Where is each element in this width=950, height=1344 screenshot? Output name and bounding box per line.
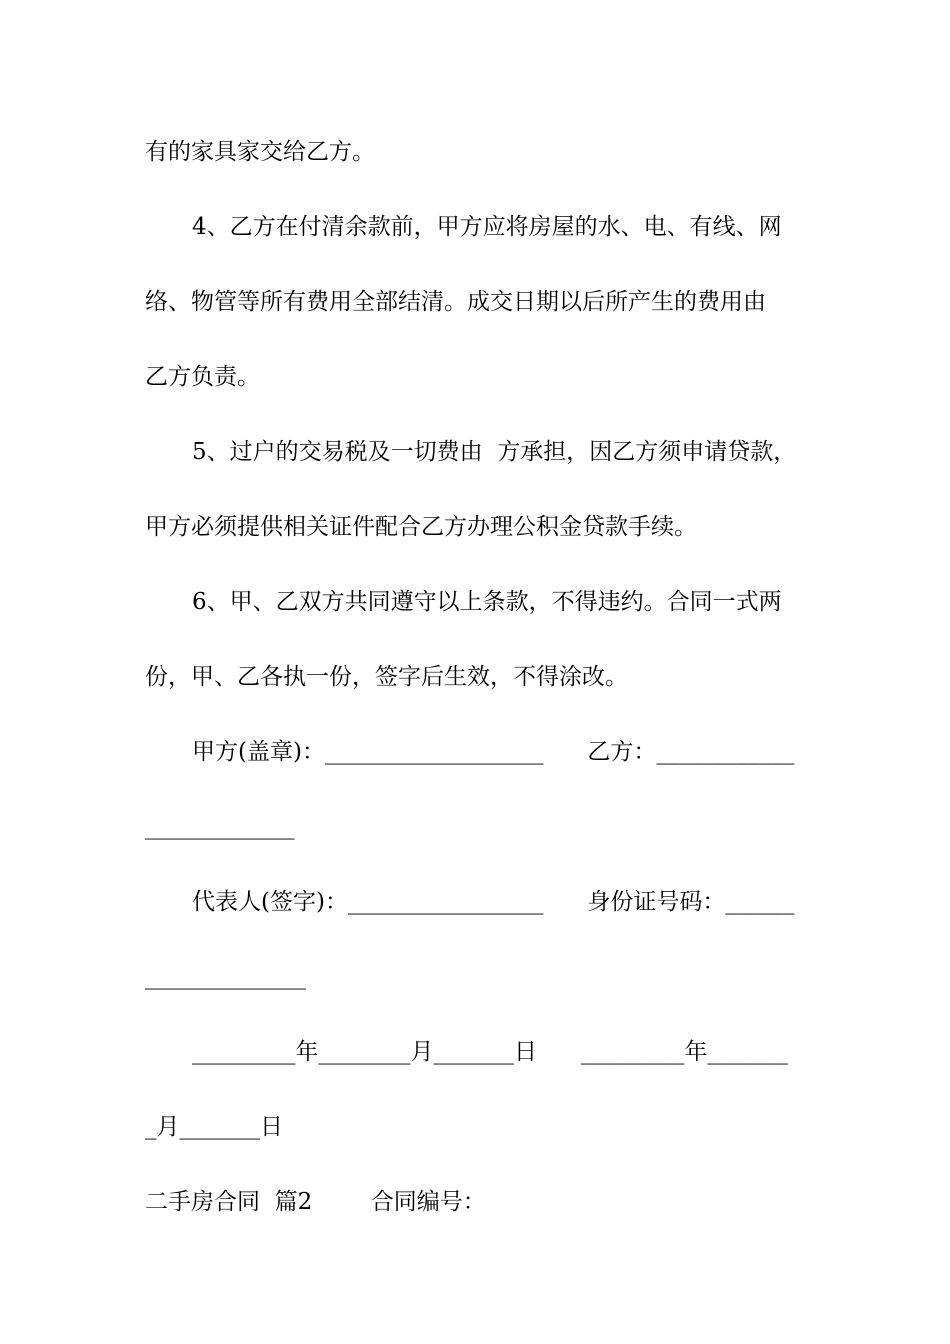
clause-4-line-2: 络、物管等所有费用全部结清。成交日期以后所产生的费用由 [145,289,766,315]
section-heading: 二手房合同 篇2 合同编号： [145,1189,486,1215]
clause-4-line-3: 乙方负责。 [145,364,260,390]
representative-signature-line-cont: ______________ [145,964,306,990]
date-line: _________年________月_______日 _________年_______ [192,1039,788,1065]
clause-5-line-2: 甲方必须提供相关证件配合乙方办理公积金贷款手续。 [145,514,697,540]
clause-6-line-1: 6、甲、乙双方共同遵守以上条款，不得违约。合同一式两 [192,589,782,615]
text-line: 有的家具家交给乙方。 [145,139,375,165]
party-signature-line-cont: _____________ [145,814,295,840]
representative-signature-line: 代表人(签字)：_________________ 身份证号码：______ [192,889,795,915]
clause-4-line-1: 4、乙方在付清余款前，甲方应将房屋的水、电、有线、网 [192,214,782,240]
clause-6-line-2: 份，甲、乙各执一份，签字后生效，不得涂改。 [145,664,628,690]
clause-5-line-1: 5、过户的交易税及一切费由 方承担，因乙方须申请贷款， [192,439,797,465]
date-line-cont: _月_______日 [145,1114,283,1140]
party-signature-line: 甲方(盖章)：___________________ 乙方：____________ [192,739,795,765]
